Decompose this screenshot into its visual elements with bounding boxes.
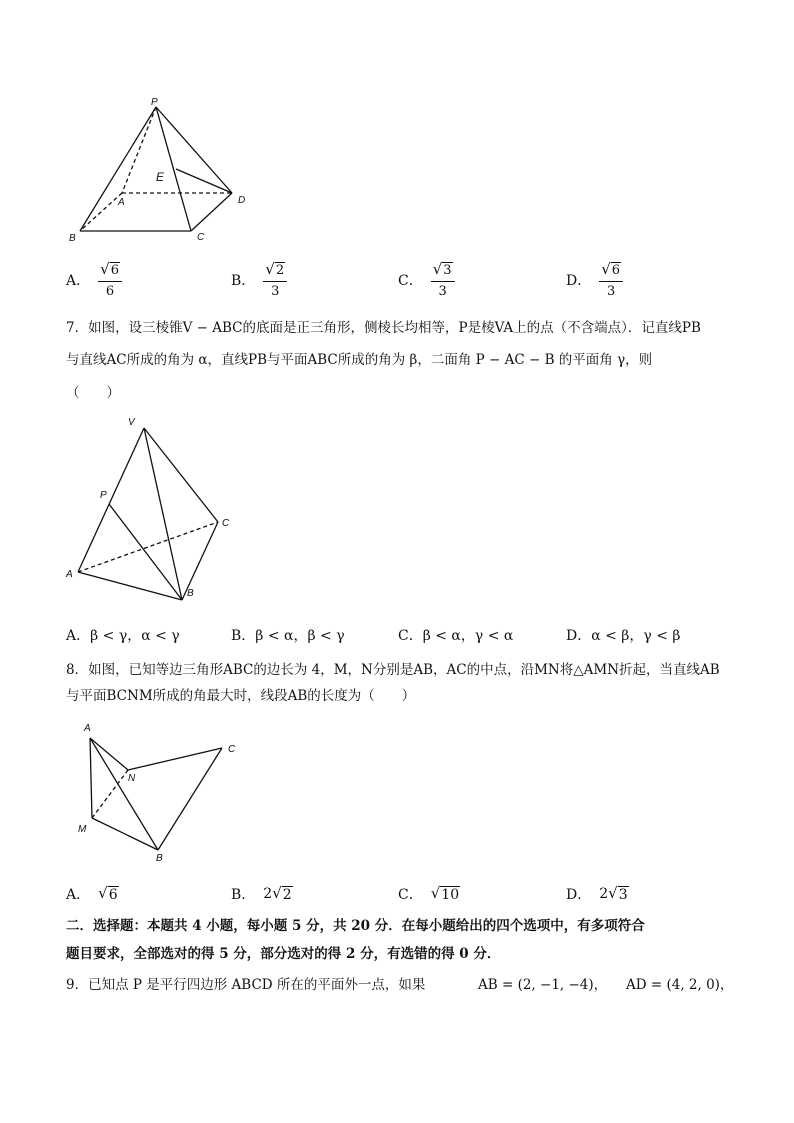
q8-option-b: B． 2 √ 2 xyxy=(231,883,292,903)
option-letter: C． xyxy=(398,887,423,903)
option-letter: C． xyxy=(398,272,423,289)
denominator: 3 xyxy=(271,283,280,299)
section2-line2: 题目要求，全部选对的得 5 分，部分选对的得 2 分，有选错的得 0 分． xyxy=(66,946,501,962)
label-b: B xyxy=(187,588,194,599)
q8-option-d: D． 2 √ 3 xyxy=(566,883,628,903)
q7-option-d: D．α < β，γ < β xyxy=(566,628,681,644)
edge-ab xyxy=(78,572,182,600)
radicand: 10 xyxy=(441,886,460,903)
coefficient: 2 xyxy=(599,886,609,902)
q9-vector-ad: AD = (4, 2, 0)， xyxy=(626,977,734,993)
radicand: 6 xyxy=(108,886,118,903)
section2-line1: 二．选择题：本题共 4 小题，每小题 5 分，共 20 分．在每小题给出的四个选项中，有多项符合 xyxy=(66,918,645,934)
edge-va xyxy=(78,428,144,572)
edge-ab-hidden xyxy=(80,193,122,231)
q7-option-c: C．β < α，γ < α xyxy=(398,628,514,644)
label-d: D xyxy=(238,195,246,206)
q7-option-b: B．β < α，β < γ xyxy=(231,628,345,644)
segment-ed xyxy=(176,169,232,193)
q8-line1: 8．如图，已知等边三角形ABC的边长为 4，M，N分别是AB，AC的中点，沿MN将△AMN折起，当直线AB xyxy=(66,662,720,678)
label-b: B xyxy=(69,233,76,244)
q6-option-a xyxy=(66,262,122,298)
label-c: C xyxy=(197,232,205,243)
denominator: 3 xyxy=(607,283,616,299)
option-letter: A． xyxy=(66,272,91,289)
q7-line1: 7．如图，设三棱锥V − ABC的底面是正三角形，侧棱长均相等，P是棱VA上的点（不含端点）．记直线PB xyxy=(66,320,701,336)
edge-an xyxy=(90,738,128,770)
q7-line3: （ ） xyxy=(66,385,120,401)
radicand: 2 xyxy=(275,263,285,278)
edge-pd xyxy=(156,107,232,193)
q9-text: 9．已知点 P 是平行四边形 ABCD 所在的平面外一点，如果 xyxy=(66,977,426,993)
denominator: 3 xyxy=(438,283,447,299)
edge-cd xyxy=(191,193,232,231)
option-letter: D． xyxy=(566,272,592,289)
radicand: 2 xyxy=(282,886,292,903)
q9-vector-ab: AB = (2, −1, −4)， xyxy=(478,977,608,993)
denominator: 6 xyxy=(105,283,115,299)
label-e: E xyxy=(156,170,165,184)
fraction: √ 6 6 xyxy=(98,262,122,298)
option-letter: D． xyxy=(566,887,592,903)
edge-nc xyxy=(128,748,222,770)
q9-line xyxy=(66,975,734,995)
edge-vc xyxy=(144,428,218,522)
edge-pa-hidden xyxy=(122,107,156,193)
edge-am xyxy=(90,738,92,818)
fraction: √ 2 3 xyxy=(263,262,287,298)
q7-line2: 与直线AC所成的角为 α，直线PB与平面ABC所成的角为 β，二面角 P − AC − B 的平面角 γ，则 xyxy=(66,352,653,368)
radicand: 3 xyxy=(618,886,628,903)
edge-mn-hidden xyxy=(92,770,128,818)
label-a: A xyxy=(118,197,125,208)
edge-ac-hidden xyxy=(78,522,218,572)
q6-option-c xyxy=(398,262,455,298)
label-m: M xyxy=(78,824,87,835)
q6-option-d xyxy=(566,262,623,298)
coefficient: 2 xyxy=(263,886,273,902)
label-n: N xyxy=(128,773,136,784)
q6-option-b xyxy=(231,262,287,298)
fraction: √ 6 3 xyxy=(599,262,623,298)
fraction: √ 3 3 xyxy=(431,262,455,298)
radicand: 3 xyxy=(443,263,452,278)
label-b: B xyxy=(156,853,163,864)
label-v: V xyxy=(128,417,135,428)
figure-q7-tetrahedron xyxy=(60,410,250,610)
option-letter: B． xyxy=(231,887,256,903)
edge-cb xyxy=(158,748,222,850)
q7-option-a: A．β < γ，α < γ xyxy=(66,628,180,644)
edge-pb xyxy=(80,107,156,231)
label-a: A xyxy=(84,723,91,734)
radicand: 6 xyxy=(110,263,119,278)
option-letter: B． xyxy=(231,272,256,289)
figure-q8-folded-triangle xyxy=(70,718,250,868)
option-letter: A． xyxy=(66,887,91,903)
label-c: C xyxy=(222,518,230,529)
label-p: P xyxy=(100,490,107,501)
q8-line2: 与平面BCNM所成的角最大时，线段AB的长度为（ ） xyxy=(66,688,416,704)
label-a: A xyxy=(66,569,73,580)
q8-option-a: A． √ 6 xyxy=(66,883,118,903)
figure-q6-pyramid xyxy=(60,95,280,255)
label-c: C xyxy=(228,744,236,755)
q8-option-c: C． √ 10 xyxy=(398,883,460,903)
radicand: 6 xyxy=(611,263,621,278)
label-p: P xyxy=(151,97,158,108)
edge-pc xyxy=(156,107,191,231)
